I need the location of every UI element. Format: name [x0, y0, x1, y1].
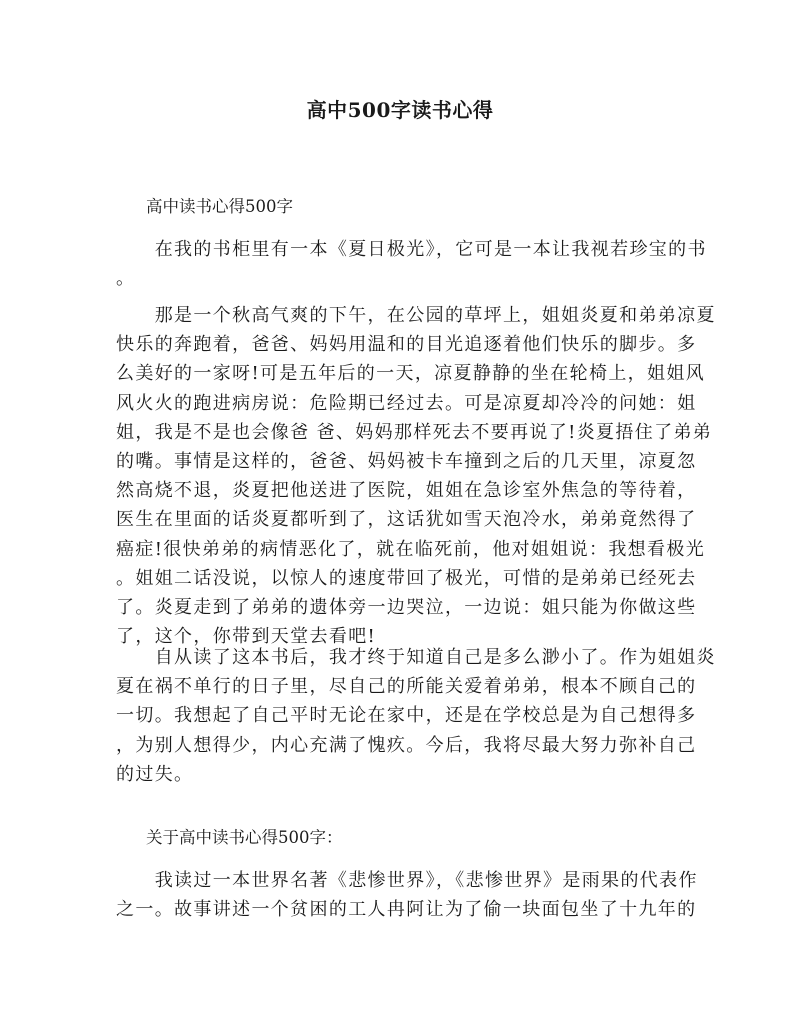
paragraph-line: 快乐的奔跑着，爸爸、妈妈用温和的目光追逐着他们快乐的脚步。多	[116, 334, 697, 356]
paragraph-line: 自从读了这本书后，我才终于知道自己是多么渺小了。作为姐姐炎	[116, 647, 716, 668]
section-heading-2: 关于高中读书心得500字：	[146, 828, 343, 847]
paragraph-line: 一切。我想起了自己平时无论在家中，还是在学校总是为自己想得多	[116, 705, 697, 727]
paragraph-1	[116, 235, 707, 293]
paragraph-line: 之一。故事讲述一个贫困的工人冉阿让为了偷一块面包坐了十九年的	[116, 899, 697, 921]
paragraph-line: 在我的书柜里有一本《夏日极光》，它可是一本让我视若珍宝的书	[116, 239, 707, 260]
paragraph-line: 夏在祸不单行的日子里，尽自己的所能关爱着弟弟，根本不顾自己的	[116, 676, 697, 698]
document-title: 高中500字读书心得	[306, 98, 494, 122]
paragraph-2	[116, 301, 716, 651]
paragraph-line: 的过失。	[116, 763, 194, 785]
paragraph-line: 然高烧不退，炎夏把他送进了医院，姐姐在急诊室外焦急的等待着，	[116, 480, 697, 502]
paragraph-line: 了。炎夏走到了弟弟的遗体旁一边哭泣，一边说：姐只能为你做这些	[116, 597, 697, 619]
paragraph-line: 了，这个，你带到天堂去看吧!	[116, 626, 377, 648]
paragraph-line: ，为别人想得少，内心充满了愧疚。今后，我将尽最大努力弥补自己	[116, 734, 697, 756]
section-heading-1: 高中读书心得500字	[146, 197, 293, 216]
paragraph-line: 风火火的跑进病房说：危险期已经过去。可是凉夏却冷冷的问她：姐	[116, 392, 697, 414]
paragraph-line: 。姐姐二话没说，以惊人的速度带回了极光，可惜的是弟弟已经死去	[116, 567, 697, 589]
paragraph-line: 那是一个秋高气爽的下午，在公园的草坪上，姐姐炎夏和弟弟凉夏	[116, 305, 716, 326]
paragraph-line: 癌症!很快弟弟的病情恶化了，就在临死前，他对姐姐说：我想看极光	[116, 538, 706, 560]
paragraph-3	[116, 643, 716, 789]
paragraph-line: 我读过一本世界名著《悲惨世界》，《悲惨世界》是雨果的代表作	[116, 870, 698, 891]
paragraph-line: 的嘴。事情是这样的，爸爸、妈妈被卡车撞到之后的几天里，凉夏忽	[116, 451, 697, 473]
paragraph-line: 么美好的一家呀!可是五年后的一天，凉夏静静的坐在轮椅上，姐姐风	[116, 363, 706, 385]
paragraph-line: 。	[116, 268, 136, 290]
paragraph-line: 姐，我是不是也会像爸 爸、妈妈那样死去不要再说了!炎夏捂住了弟弟	[116, 421, 713, 443]
paragraph-4	[116, 866, 698, 924]
paragraph-line: 医生在里面的话炎夏都听到了，这话犹如雪天泡冷水，弟弟竟然得了	[116, 509, 697, 531]
